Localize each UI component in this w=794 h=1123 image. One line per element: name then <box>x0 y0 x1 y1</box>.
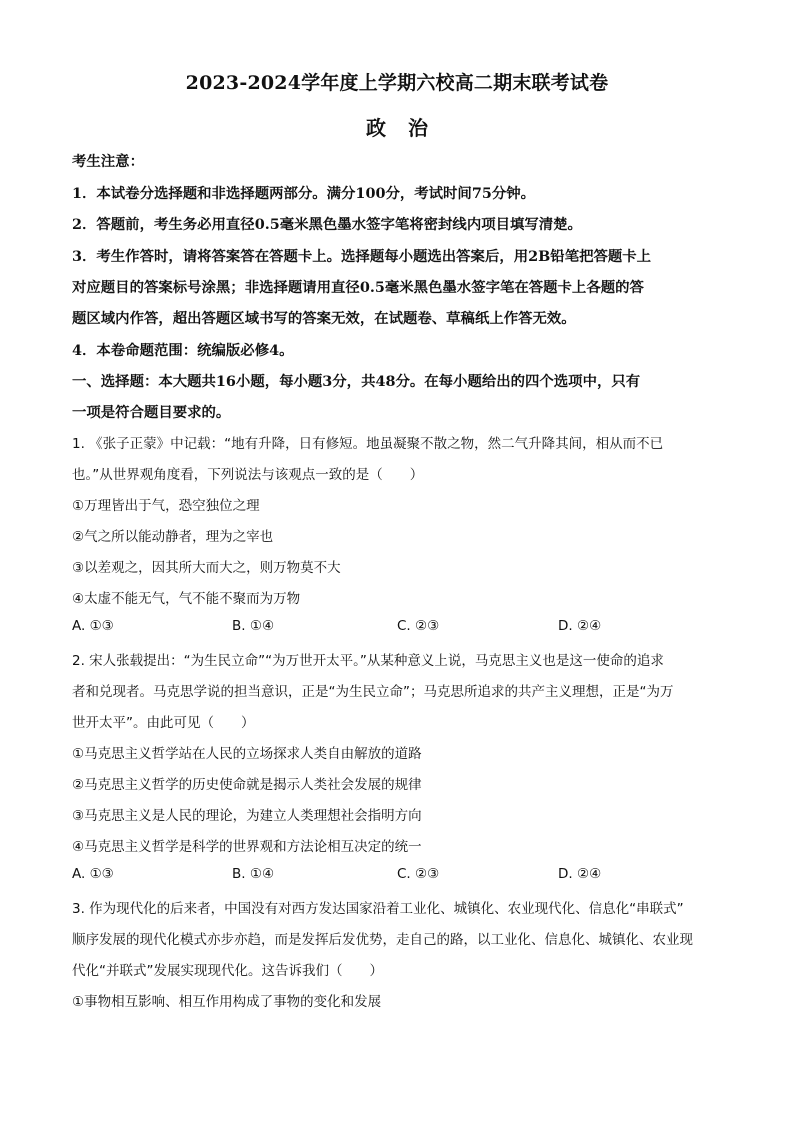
exam-title: 2023-2024学年度上学期六校高二期末联考试卷 <box>185 72 609 94</box>
notice-item: 对应题目的答案标号涂黑；非选择题请用直径0.5毫米黑色墨水签字笔在答题卡上各题的答 <box>72 279 644 296</box>
question-stem: 3. 作为现代化的后来者，中国没有对西方发达国家沿着工业化、城镇化、农业现代化、信息化“串联式” <box>72 901 684 917</box>
notice-item: 2．答题前，考生务必用直径0.5毫米黑色墨水签字笔将密封线内项目填写清楚。 <box>72 216 582 233</box>
option-d: D. ②④ <box>558 618 602 634</box>
answer-options <box>72 618 732 638</box>
section-heading-line: 一、选择题：本大题共16小题，每小题3分，共48分。在每小题给出的四个选项中，只有 <box>72 373 641 390</box>
notice-item: 题区域内作答，超出答题区域书写的答案无效，在试题卷、草稿纸上作答无效。 <box>72 310 576 327</box>
statement: ①马克思主义哲学站在人民的立场探求人类自由解放的道路 <box>72 746 422 762</box>
option-a: A. ①③ <box>72 618 114 634</box>
question-stem: 顺序发展的现代化模式亦步亦趋，而是发挥后发优势，走自己的路，以工业化、信息化、城镇化、农业现 <box>72 932 693 948</box>
option-a: A. ①③ <box>72 866 114 882</box>
question-stem: 者和兑现者。马克思学说的担当意识，正是“为生民立命”；马克思所追求的共产主义理想，正是“为万 <box>72 684 674 700</box>
answer-options <box>72 866 732 886</box>
section-heading-line: 一项是符合题目要求的。 <box>72 404 231 421</box>
notice-item: 3．考生作答时，请将答案答在答题卡上。选择题每小题选出答案后，用2B铅笔把答题卡上 <box>72 248 652 265</box>
subject-title: 政治 <box>366 116 450 140</box>
statement: ①事物相互影响、相互作用构成了事物的变化和发展 <box>72 994 382 1010</box>
question-stem: 也。”从世界观角度看，下列说法与该观点一致的是（ ） <box>72 467 424 483</box>
statement: ④太虚不能无气，气不能不聚而为万物 <box>72 591 301 607</box>
question-stem: 世开太平”。由此可见（ ） <box>72 715 255 731</box>
notice-item: 4．本卷命题范围：统编版必修4。 <box>72 342 294 359</box>
statement: ②马克思主义哲学的历史使命就是揭示人类社会发展的规律 <box>72 777 422 793</box>
statement: ③马克思主义是人民的理论，为建立人类理想社会指明方向 <box>72 808 422 824</box>
option-c: C. ②③ <box>397 618 440 634</box>
option-b: B. ①④ <box>232 618 275 634</box>
question-stem: 2. 宋人张载提出：“为生民立命”“为万世开太平。”从某种意义上说，马克思主义也是这一使命的追求 <box>72 653 664 669</box>
notice-heading: 考生注意： <box>72 153 144 170</box>
statement: ①万理皆出于气，恐空独位之理 <box>72 498 260 514</box>
question-stem: 代化“并联式”发展实现现代化。这告诉我们（ ） <box>72 963 383 979</box>
option-d: D. ②④ <box>558 866 602 882</box>
notice-item: 1．本试卷分选择题和非选择题两部分。满分100分，考试时间75分钟。 <box>72 185 536 202</box>
option-b: B. ①④ <box>232 866 275 882</box>
option-c: C. ②③ <box>397 866 440 882</box>
statement: ④马克思主义哲学是科学的世界观和方法论相互决定的统一 <box>72 839 422 855</box>
statement: ③以差观之，因其所大而大之，则万物莫不大 <box>72 560 341 576</box>
question-stem: 1. 《张子正蒙》中记载：“地有升降，日有修短。地虽凝聚不散之物，然二气升降其间，相从而不已 <box>72 436 664 452</box>
statement: ②气之所以能动静者，理为之宰也 <box>72 529 274 545</box>
